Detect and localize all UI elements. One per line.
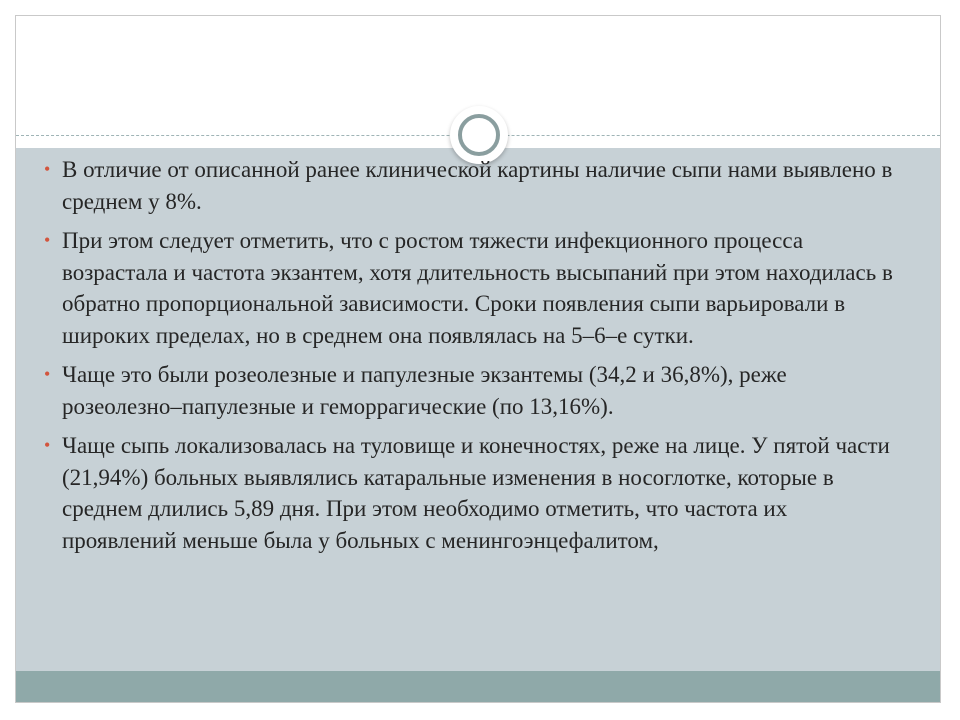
- bullet-dot-icon: •: [44, 364, 51, 384]
- bullet-dot-icon: •: [44, 159, 51, 179]
- bullet-list: [44, 154, 904, 564]
- ornament-ring: [458, 114, 500, 156]
- bullet-text: Чаще сыпь локализовалась на туловище и конечностях, реже на лице. У пятой части (21,94%) больных выявлялись катаральные изменения в носоглотке, которые в среднем длились 5,89 дня. При этом необходимо отметить, что частота их проявлений меньше была у больных с менингоэнцефалитом,: [62, 433, 890, 553]
- bullet-item-3: [44, 359, 904, 422]
- footer-band: [16, 671, 940, 703]
- bullet-text: Чаще это были розеолезные и папулезные экзантемы (34,2 и 36,8%), реже розеолезно–папулезные и геморрагические (по 13,16%).: [62, 362, 787, 419]
- bullet-text: При этом следует отметить, что с ростом тяжести инфекционного процесса возрастала и частота экзантем, хотя длительность высыпаний при этом находилась в обратно пропорциональной зависимости. Сроки появления сыпи варьировали в широких пределах, но в среднем она появлялась на 5–6–е сутки.: [62, 228, 893, 348]
- bullet-dot-icon: •: [44, 230, 51, 250]
- bullet-dot-icon: •: [44, 435, 51, 455]
- bullet-item-1: [44, 154, 904, 217]
- bullet-item-2: [44, 225, 904, 351]
- bullet-text: В отличие от описанной ранее клинической картины наличие сыпи нами выявлено в среднем у 8%.: [62, 157, 893, 214]
- bullet-item-4: [44, 430, 904, 556]
